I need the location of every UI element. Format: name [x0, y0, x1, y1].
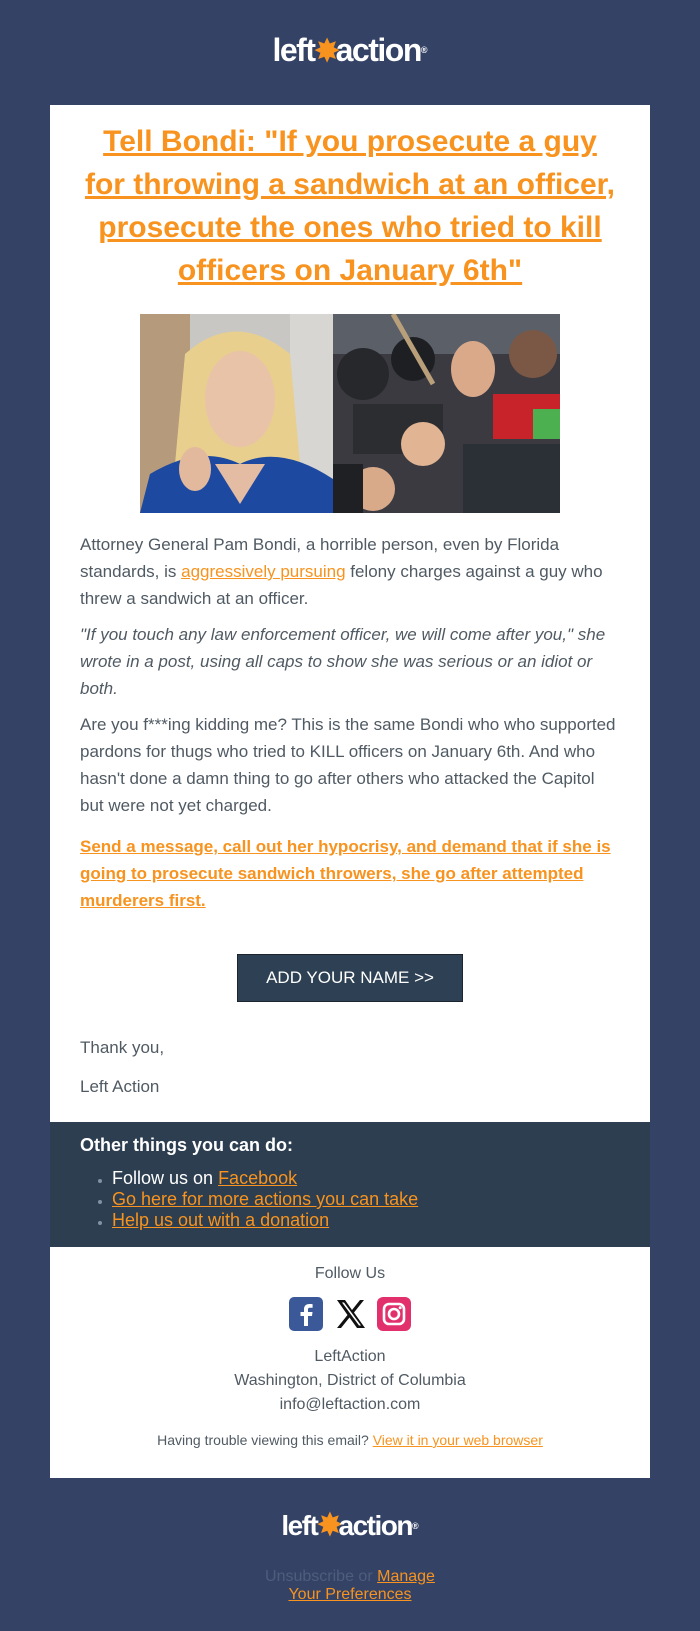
social-icons	[50, 1297, 650, 1331]
trouble-viewing-line	[50, 1432, 650, 1448]
headline-link[interactable]: Tell Bondi: "If you prosecute a guy for throwing a sandwich at an officer, prosecute the ones who tried to kill officers on January 6th"	[84, 125, 616, 287]
footer-logo-area	[0, 1478, 700, 1568]
logo-registered-mark: ®	[420, 45, 428, 55]
aggressively-pursuing-link[interactable]: aggressively pursuing	[181, 562, 346, 581]
left-action-logo[interactable]	[0, 30, 700, 72]
header-logo-area	[0, 0, 700, 105]
left-action-footer-logo[interactable]	[0, 1506, 700, 1546]
unsubscribe-or: or	[353, 1568, 378, 1585]
signature: Left Action	[80, 1077, 160, 1096]
other-things-list	[80, 1168, 620, 1231]
intro-text-start: Attorney General Pam Bondi, a horrible person, even by Florida standards, is	[80, 535, 560, 581]
list-item	[112, 1210, 620, 1231]
your-preferences-link[interactable]: Your Preferences	[288, 1586, 412, 1603]
add-your-name-button[interactable]: ADD YOUR NAME >>	[237, 954, 463, 1002]
view-in-browser-link[interactable]: View it in your web browser	[372, 1432, 543, 1448]
follow-text: Follow us on	[112, 1168, 219, 1188]
email-main-content	[50, 105, 650, 1122]
capitol-riot-photo	[333, 314, 560, 513]
hypocrisy-paragraph: Are you f***ing kidding me? This is the same Bondi who who supported pardons for thugs who tried to KILL officers on January 6th. And who hasn't done a damn thing to go after others who attacked the Capitol but were not yet charged.	[80, 715, 616, 815]
facebook-link[interactable]: Facebook	[218, 1168, 298, 1188]
bondi-photo	[140, 314, 333, 513]
org-name: LeftAction	[314, 1348, 386, 1365]
headline	[80, 120, 620, 292]
other-things-heading: Other things you can do:	[80, 1135, 294, 1155]
more-actions-link[interactable]: Go here for more actions you can take	[112, 1189, 419, 1209]
other-things-panel	[50, 1122, 650, 1247]
donation-link[interactable]: Help us out with a donation	[112, 1210, 330, 1230]
unsubscribe-link[interactable]: Unsubscribe	[265, 1568, 354, 1585]
org-location: Washington, District of Columbia	[234, 1372, 466, 1389]
logo-left-text: left	[281, 1510, 318, 1541]
intro-paragraph	[80, 531, 620, 612]
email-card	[50, 105, 650, 1478]
send-message-link[interactable]: Send a message, call out her hypocrisy, and demand that if she is going to prosecute sandwich throwers, she go after attempted murderers first.	[80, 837, 611, 910]
list-item	[112, 1168, 620, 1189]
logo-right-text: action	[338, 1510, 412, 1541]
hero-image[interactable]	[140, 314, 560, 513]
intro-text-end: felony charges against a guy who threw a sandwich at an officer.	[80, 562, 603, 608]
cta-paragraph	[80, 833, 620, 914]
trouble-text: Having trouble viewing this email?	[157, 1432, 373, 1448]
org-email[interactable]: info@leftaction.com	[279, 1396, 421, 1413]
unsubscribe-line	[0, 1568, 700, 1604]
manage-link[interactable]: Manage	[377, 1568, 435, 1585]
logo-left-text: left	[272, 32, 315, 68]
follow-us-label: Follow Us	[314, 1265, 386, 1282]
thank-you-text: Thank you,	[80, 1038, 165, 1057]
email-footer	[50, 1247, 650, 1478]
facebook-icon[interactable]	[289, 1297, 323, 1331]
logo-star-icon: ✸	[314, 35, 336, 68]
instagram-icon[interactable]	[377, 1297, 411, 1331]
list-item	[112, 1189, 620, 1210]
logo-right-text: action	[335, 32, 421, 68]
x-icon[interactable]	[333, 1297, 367, 1331]
button-row	[80, 923, 620, 1034]
logo-star-icon: ✸	[317, 1509, 339, 1542]
logo-registered-mark: ®	[411, 1521, 419, 1531]
bondi-quote: "If you touch any law enforcement officer, we will come after you," she wrote in a post, using all caps to show she was serious or an idiot or both.	[80, 625, 606, 698]
